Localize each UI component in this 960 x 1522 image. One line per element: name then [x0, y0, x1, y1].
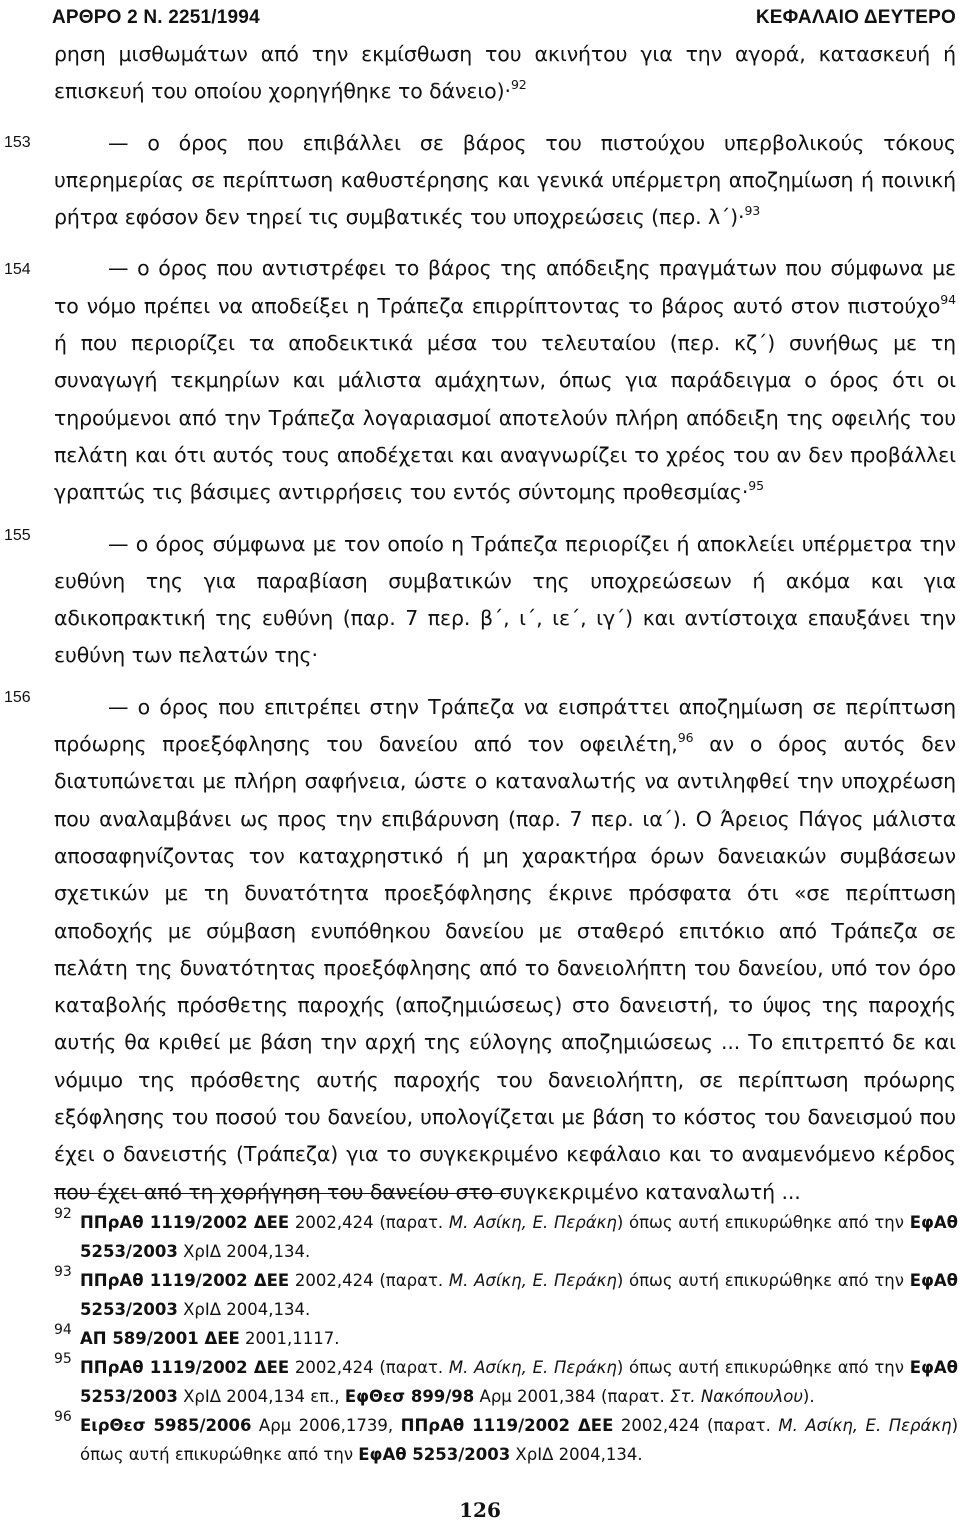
footnote-ref: 95 — [748, 478, 764, 494]
footnotes — [54, 1208, 958, 1469]
footnote-ref: 96 — [677, 730, 694, 746]
margin-number: 156 — [4, 689, 31, 706]
footnote: 94 ΑΠ 589/2001 ΔΕΕ 2001,1117. — [54, 1324, 958, 1353]
footnote-number: 92 — [54, 1206, 72, 1222]
paragraph: ρηση μισθωμάτων από την εκμίσθωση του ακινήτου για την αγορά, κατασκευή ή επισκευή του οποίου χορηγήθηκε το δάνειο)·$^{92}$ — [54, 42, 956, 104]
paragraph: — ο όρος σύμφωνα με τον οποίο η Τράπεζα περιορίζει ή αποκλείει υπέρμετρα την ευθύνη της για παραβίαση συμβατικών της υποχρεώσεων ή ακόμα και για αδικοπρακτική της ευθύνη (παρ. 7 περ. β΄, ι΄, ιε΄, ιγ΄) και αντίστοιχα επαυξάνει την ευθύνη των πελατών της· — [54, 531, 956, 668]
margin-number: 155 — [4, 527, 31, 544]
footnote: 92 ΠΠρΑθ 1119/2002 ΔΕΕ 2002,424 (παρατ. Μ. Ασίκη, Ε. Περάκη) όπως αυτή επικυρώθηκε από την ΕφΑθ 5253/2003 ΧρΙΔ 2004,134. — [54, 1208, 958, 1266]
header-article: ΑΡΘΡΟ 2 Ν. 2251/1994 — [52, 7, 260, 28]
footnote-ref: 92 — [510, 77, 527, 93]
paragraph: — ο όρος που επιβάλλει σε βάρος του πιστούχου υπερβολικούς τόκους υπερημερίας σε περίπτωση καθυστέρησης και γενικά υπέρμετρη αποζημίωση ή ποινική ρήτρα εφόσον δεν τηρεί τις συμβατικές του υποχρεώσεις (περ. λ΄)·$^{93}$ — [54, 130, 956, 230]
margin-number: 154 — [4, 261, 31, 278]
footnote-number: 93 — [54, 1264, 72, 1280]
footnote: 96 ΕιρΘεσ 5985/2006 Αρμ 2006,1739, ΠΠρΑθ 1119/2002 ΔΕΕ 2002,424 (παρατ. Μ. Ασίκη, Ε. Περάκη) όπως αυτή επικυρώθηκε από την ΕφΑθ 5253/2003 ΧρΙΔ 2004,134. — [54, 1411, 958, 1469]
paragraph: — ο όρος που επιτρέπει στην Τράπεζα να εισπράττει αποζημίωση σε περίπτωση πρόωρης προεξόφλησης του δανείου από τον οφειλέτη,$^{96}$ αν ο όρος αυτός δεν διατυπώνεται με πλήρη σαφήνεια, ώστε ο καταναλωτής να αντιληφθεί την υποχρέωση που αναλαμβάνει ως προς την επιβάρυνση (παρ. 7 περ. ια΄). Ο Άρειος Πάγος μάλιστα αποσαφηνίζοντας τον καταχρηστικό ή μη χαρακτήρα όρων δανειακών συμβάσεων σχετικών με τη δυνατότητα προεξόφλησης έκρινε πρόσφατα ότι «σε περίπτωση αποδοχής με σύμβαση ενυπόθηκου δανείου με σταθερό επιτόκιο από Τράπεζα σε πελάτη της δυνατότητας προεξόφλησης από το δανειολήπτη του δανείου, υπό τον όρο καταβολής πρόσθετης παροχής (αποζημιώσεως) στο δανειστή, το ύψος της παροχής αυτής θα κριθεί με βάση την αρχή της εύλογης αποζημιώσεως ... Το επιτρεπτό δε και νόμιμο της πρόσθετης αυτής παροχής του δανειολήπτη, σε περίπτωση πρόωρης εξόφλησης του ποσού του δανείου, υπολογίζεται με βάση το κόστος του δανεισμού που έχει ο δανειστής (Τράπεζα) για το συγκεκριμένο κεφάλαιο και το αναμενόμενο κέρδος που έχει από τη χορήγηση του δανείου στο συγκεκριμένο καταναλωτή ... — [54, 694, 956, 1204]
footnote-number: 94 — [54, 1322, 72, 1338]
footnote-ref: 93 — [744, 203, 761, 219]
footnote: 95 ΠΠρΑθ 1119/2002 ΔΕΕ 2002,424 (παρατ. Μ. Ασίκη, Ε. Περάκη) όπως αυτή επικυρώθηκε από την ΕφΑθ 5253/2003 ΧρΙΔ 2004,134 επ., ΕφΘεσ 899/98 Αρμ 2001,384 (παρατ. Στ. Νακόπουλου). — [54, 1353, 958, 1411]
header-chapter: ΚΕΦΑΛΑΙΟ ΔΕΥΤΕΡΟ — [755, 7, 956, 28]
footnote-number: 96 — [54, 1409, 72, 1425]
footnote-number: 95 — [54, 1351, 72, 1367]
footnote-divider — [54, 1193, 506, 1194]
page-number: 126 — [459, 1498, 501, 1522]
margin-number: 153 — [4, 134, 31, 151]
footnote: 93 ΠΠρΑθ 1119/2002 ΔΕΕ 2002,424 (παρατ. Μ. Ασίκη, Ε. Περάκη) όπως αυτή επικυρώθηκε από την ΕφΑθ 5253/2003 ΧρΙΔ 2004,134. — [54, 1266, 958, 1324]
footnote-ref: 94 — [940, 291, 956, 307]
running-header — [52, 0, 956, 36]
main-text — [54, 36, 956, 1211]
paragraph: — ο όρος που αντιστρέφει το βάρος της απόδειξης πραγμάτων που σύμφωνα με το νόμο πρέπει να αποδείξει η Τράπεζα επιρρίπτοντας το βάρος αυτό στον πιστούχο$^{94}$ ή που περιορίζει τα αποδεικτικά μέσα του τελευταίου (περ. κζ΄) συνήθως με τη συναγωγή τεκμηρίων και μάλιστα αμάχητων, όπως για παράδειγμα ο όρος ότι οι τηρούμενοι από την Τράπεζα λογαριασμοί αποτελούν πλήρη απόδειξη της οφειλής του πελάτη και ότι αυτός τους αποδέχεται και αναγνωρίζει το χρέος του αν δεν προβάλλει γραπτώς τις βάσιμες αντιρρήσεις του εντός σύντομης προθεσμίας·$^{95}$ — [54, 256, 956, 505]
